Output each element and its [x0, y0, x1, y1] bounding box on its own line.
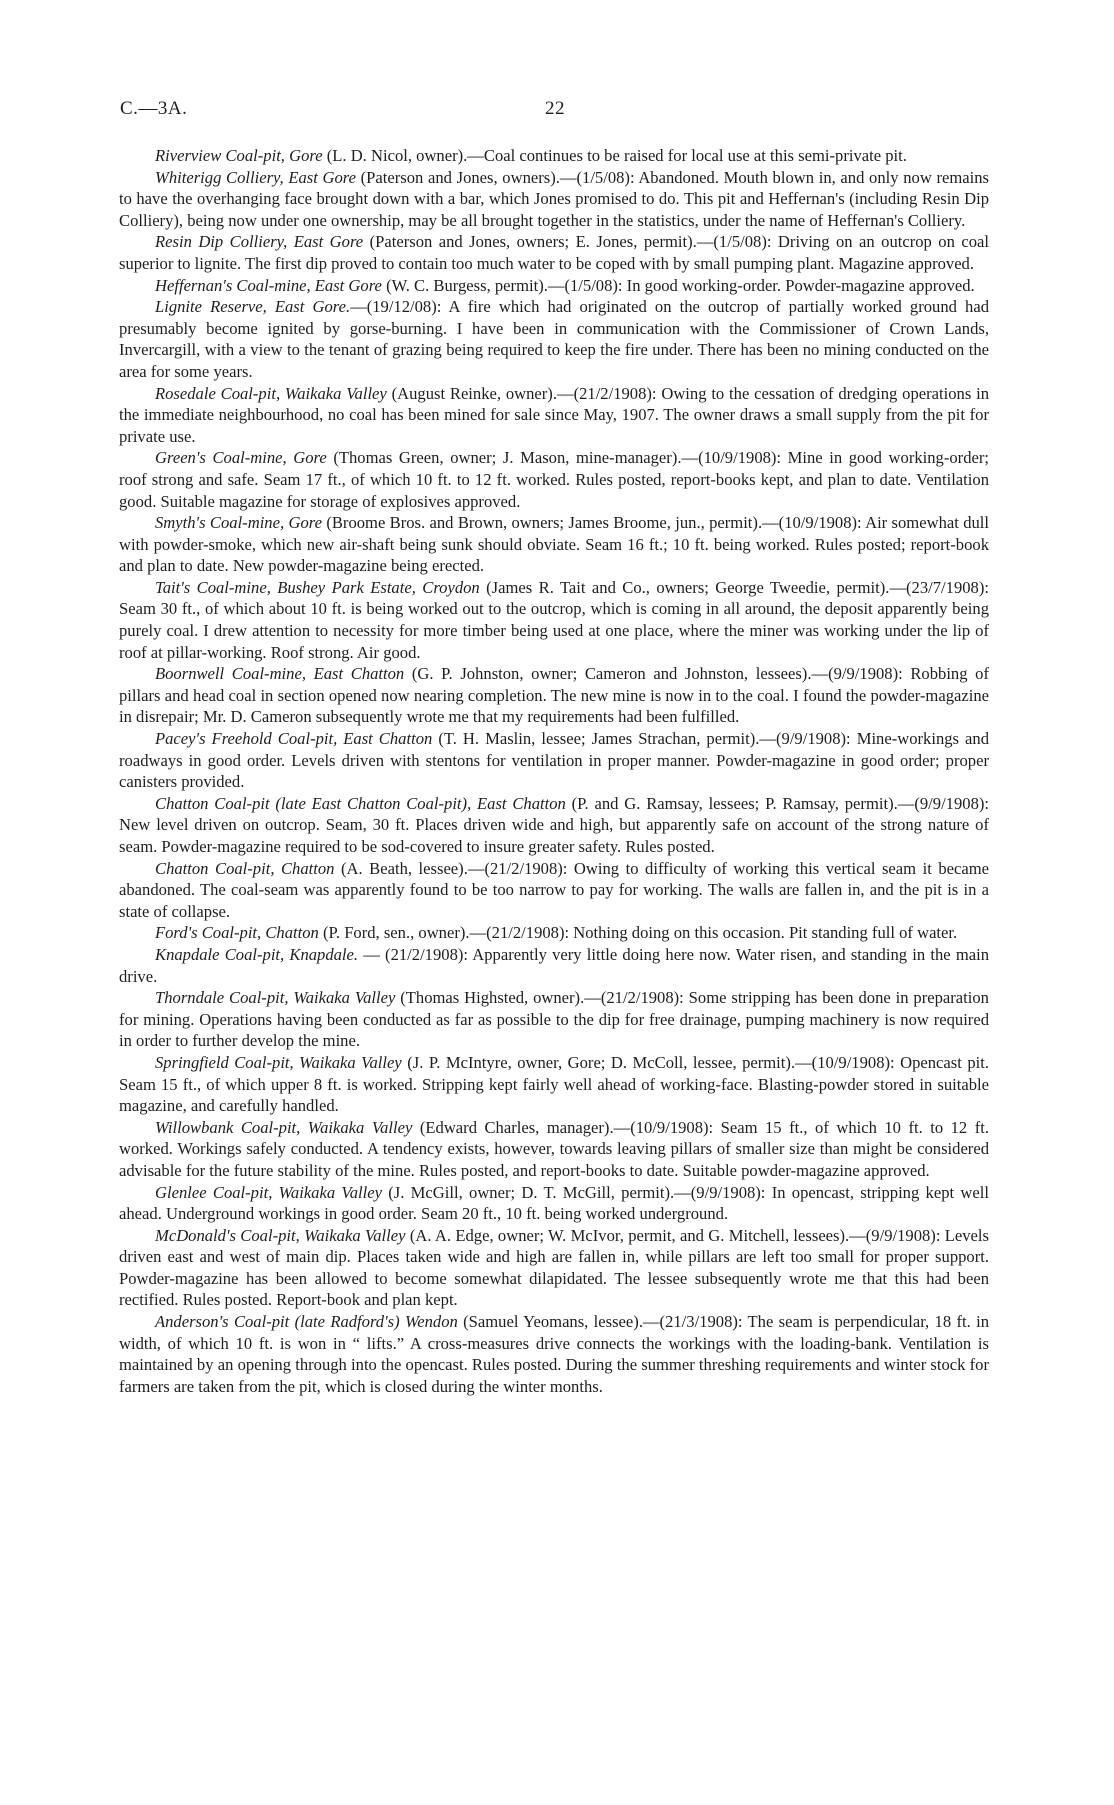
- entry-title: McDonald's Coal-pit, Waikaka Valley: [155, 1225, 406, 1245]
- entry-text: (J. McGill, owner; D. T. McGill, permit).—(9/9/1908): In opencast, stripping kept well ahead. Underground workings in good order. Seam 20 ft., 10 ft. being worked underground.: [119, 1182, 989, 1224]
- entry-springfield: [119, 1052, 989, 1117]
- entry-chatton: [119, 858, 989, 923]
- page-header: [120, 98, 1008, 126]
- entry-title: Whiterigg Colliery, East Gore: [155, 167, 356, 187]
- entry-glenlee: [119, 1182, 989, 1225]
- entry-smyths: [119, 512, 989, 577]
- entry-title: Anderson's Coal-pit (late Radford's) Wendon: [155, 1312, 458, 1332]
- entry-text: (A. A. Edge, owner; W. McIvor, permit, and G. Mitchell, lessees).—(9/9/1908): Levels driven east and west of main dip. Places taken wide and high are fallen in, while pillars are left too small for proper support. Powder-magazine has been allowed to become somewhat dilapidated. The lessee subsequently wrote me that this had been rectified. Rules posted. Report-book and plan kept.: [119, 1225, 989, 1310]
- entry-lignite-reserve: [119, 296, 989, 382]
- entry-rosedale: [119, 383, 989, 448]
- entry-title: Resin Dip Colliery, East Gore: [155, 232, 364, 252]
- entry-mcdonalds: [119, 1225, 989, 1311]
- entry-heffernans: [119, 275, 989, 297]
- entry-text: (Paterson and Jones, owners; E. Jones, permit).—(1/5/08): Driving on an outcrop on coal superior to lignite. The first dip proved to contain too much water to be coped with by small pumping plant. Magazine approved.: [119, 232, 989, 273]
- report-body: [119, 145, 989, 1397]
- entry-title: Springfield Coal-pit, Waikaka Valley: [155, 1052, 402, 1072]
- entry-willowbank: [119, 1117, 989, 1182]
- entry-text: (T. H. Maslin, lessee; James Strachan, permit).—(9/9/1908): Mine-workings and roadways in good order. Levels driven with stentons for ventilation in proper manner. Powder-magazine in good order; proper canisters provided.: [119, 729, 989, 792]
- document-reference: C.—3A.: [120, 98, 188, 119]
- entry-text: (Samuel Yeomans, lessee).—(21/3/1908): The seam is perpendicular, 18 ft. in width, of which 10 ft. is won in “ lifts.” A cross-measures drive connects the workings with the loading-bank. Ventilation is maintained by an opening through into the opencast. Rules posted. During the summer threshing requirements and winter stock for farmers are taken from the pit, which is closed during the winter months.: [119, 1312, 989, 1396]
- entry-text: (Edward Charles, manager).—(10/9/1908): Seam 15 ft., of which 10 ft. to 12 ft. worked. Workings safely conducted. A tendency exists, however, towards leaving pillars of smaller size than might be considered advisable for the future stability of the mine. Rules posted, and report-books to date. Suitable powder-magazine approved.: [119, 1117, 989, 1180]
- entry-boornwell: [119, 663, 989, 728]
- entry-taits: [119, 577, 989, 663]
- page-number: 22: [545, 98, 565, 119]
- entry-whiterigg: [119, 167, 989, 232]
- entry-text: (A. Beath, lessee).—(21/2/1908): Owing to difficulty of working this vertical seam it became abandoned. The coal-seam was apparently found to be too narrow to pay for working. The walls are fallen in, and the pit is in a state of collapse.: [119, 858, 989, 921]
- entry-title: Knapdale Coal-pit, Knapdale.: [155, 944, 359, 964]
- entry-text: (W. C. Burgess, permit).—(1/5/08): In good working-order. Powder-magazine approved.: [381, 275, 975, 295]
- entry-paceys: [119, 728, 989, 793]
- entry-andersons: [119, 1311, 989, 1397]
- entry-text: —(19/12/08): A fire which had originated on the outcrop of partially worked ground had presumably become ignited by gorse-burning. I have been in communication with the Commissioner of Crown Lands, Invercargill, with a view to the tenant of grazing being required to keep the fire under. There has been no mining conducted on the area for some years.: [119, 297, 989, 381]
- entry-title: Pacey's Freehold Coal-pit, East Chatton: [155, 729, 433, 749]
- entry-fords: [119, 922, 989, 944]
- entry-title: Thorndale Coal-pit, Waikaka Valley: [155, 988, 396, 1008]
- entry-title: Glenlee Coal-pit, Waikaka Valley: [155, 1182, 382, 1202]
- entry-text: — (21/2/1908): Apparently very little doing here now. Water risen, and standing in the main drive.: [119, 944, 990, 986]
- entry-text: (James R. Tait and Co., owners; George Tweedie, permit).—(23/7/1908): Seam 30 ft., of which about 10 ft. is being worked out to the outcrop, which is coming in all around, the deposit apparently being purely coal. I drew attention to necessity for more timber being used at one place, where the miner was working under the lip of roof at pillar-working. Roof strong. Air good.: [119, 577, 989, 662]
- entry-title: Boornwell Coal-mine, East Chatton: [155, 664, 405, 684]
- entry-text: (Thomas Green, owner; J. Mason, mine-manager).—(10/9/1908): Mine in good working-order; roof strong and safe. Seam 17 ft., of which 10 ft. to 12 ft. worked. Rules posted, report-books kept, and plan to date. Ventilation good. Suitable magazine for storage of explosives approved.: [119, 448, 989, 511]
- entry-text: (August Reinke, owner).—(21/2/1908): Owing to the cessation of dredging operations in the immediate neighbourhood, no coal has been mined for sale since May, 1907. The owner draws a small supply from the pit for private use.: [119, 383, 990, 446]
- entry-thorndale: [119, 987, 989, 1052]
- entry-title: Chatton Coal-pit, Chatton: [155, 858, 335, 878]
- entry-text: (G. P. Johnston, owner; Cameron and Johnston, lessees).—(9/9/1908): Robbing of pillars and head coal in section opened now nearing completion. The new mine is now in to the coal. I found the powder-magazine in disrepair; Mr. D. Cameron subsequently wrote me that my requirements had been fulfilled.: [119, 664, 989, 727]
- entry-text: (L. D. Nicol, owner).—Coal continues to be raised for local use at this semi-private pit.: [322, 146, 907, 165]
- entry-title: Smyth's Coal-mine, Gore: [155, 513, 322, 533]
- entry-title: Lignite Reserve, East Gore.: [155, 297, 351, 317]
- entry-title: Heffernan's Coal-mine, East Gore: [155, 275, 382, 295]
- entry-text: (Thomas Highsted, owner).—(21/2/1908): Some stripping has been done in preparation for mining. Operations having been conducted as far as possible to the dip for free drainage, pumping machinery is now required in order to further develop the mine.: [119, 988, 989, 1051]
- entry-greens: [119, 447, 989, 512]
- entry-title: Chatton Coal-pit (late East Chatton Coal-pit), East Chatton: [155, 793, 566, 813]
- entry-resin-dip: [119, 231, 989, 274]
- entry-text: (Broome Bros. and Brown, owners; James Broome, jun., permit).—(10/9/1908): Air somewhat dull with powder-smoke, which new air-shaft being sunk should obviate. Seam 16 ft.; 10 ft. being worked. Rules posted; report-book and plan to date. New powder-magazine being erected.: [119, 513, 990, 576]
- entry-title: Willowbank Coal-pit, Waikaka Valley: [155, 1117, 413, 1137]
- entry-text: (J. P. McIntyre, owner, Gore; D. McColl, lessee, permit).—(10/9/1908): Opencast pit. Seam 15 ft., of which upper 8 ft. is worked. Stripping kept fairly well ahead of working-face. Blasting-powder stored in suitable magazine, and carefully handled.: [119, 1052, 989, 1116]
- entry-knapdale: [119, 944, 989, 987]
- entry-title: Riverview Coal-pit, Gore: [155, 146, 323, 165]
- entry-text: (P. and G. Ramsay, lessees; P. Ramsay, permit).—(9/9/1908): New level driven on outcrop. Seam, 30 ft. Places driven wide and high, but apparently safe on account of the strong nature of seam. Powder-magazine required to be sod-covered to insure greater safety. Rules posted.: [119, 793, 990, 856]
- entry-title: Green's Coal-mine, Gore: [155, 448, 327, 468]
- entry-text: (P. Ford, sen., owner).—(21/2/1908): Nothing doing on this occasion. Pit standing full of water.: [318, 923, 958, 943]
- entry-title: Rosedale Coal-pit, Waikaka Valley: [155, 383, 387, 403]
- entry-title: Ford's Coal-pit, Chatton: [155, 923, 319, 943]
- entry-title: Tait's Coal-mine, Bushey Park Estate, Croydon: [155, 577, 480, 597]
- entry-text: (Paterson and Jones, owners).—(1/5/08): Abandoned. Mouth blown in, and only now remains to have the overhanging face brought down with a bar, which Jones promised to do. This pit and Heffernan's (including Resin Dip Colliery), being now under one ownership, may be all brought together in the statistics, under the name of Heffernan's Colliery.: [119, 167, 989, 230]
- entry-chatton-east: [119, 793, 989, 858]
- entry-riverview: [119, 145, 989, 167]
